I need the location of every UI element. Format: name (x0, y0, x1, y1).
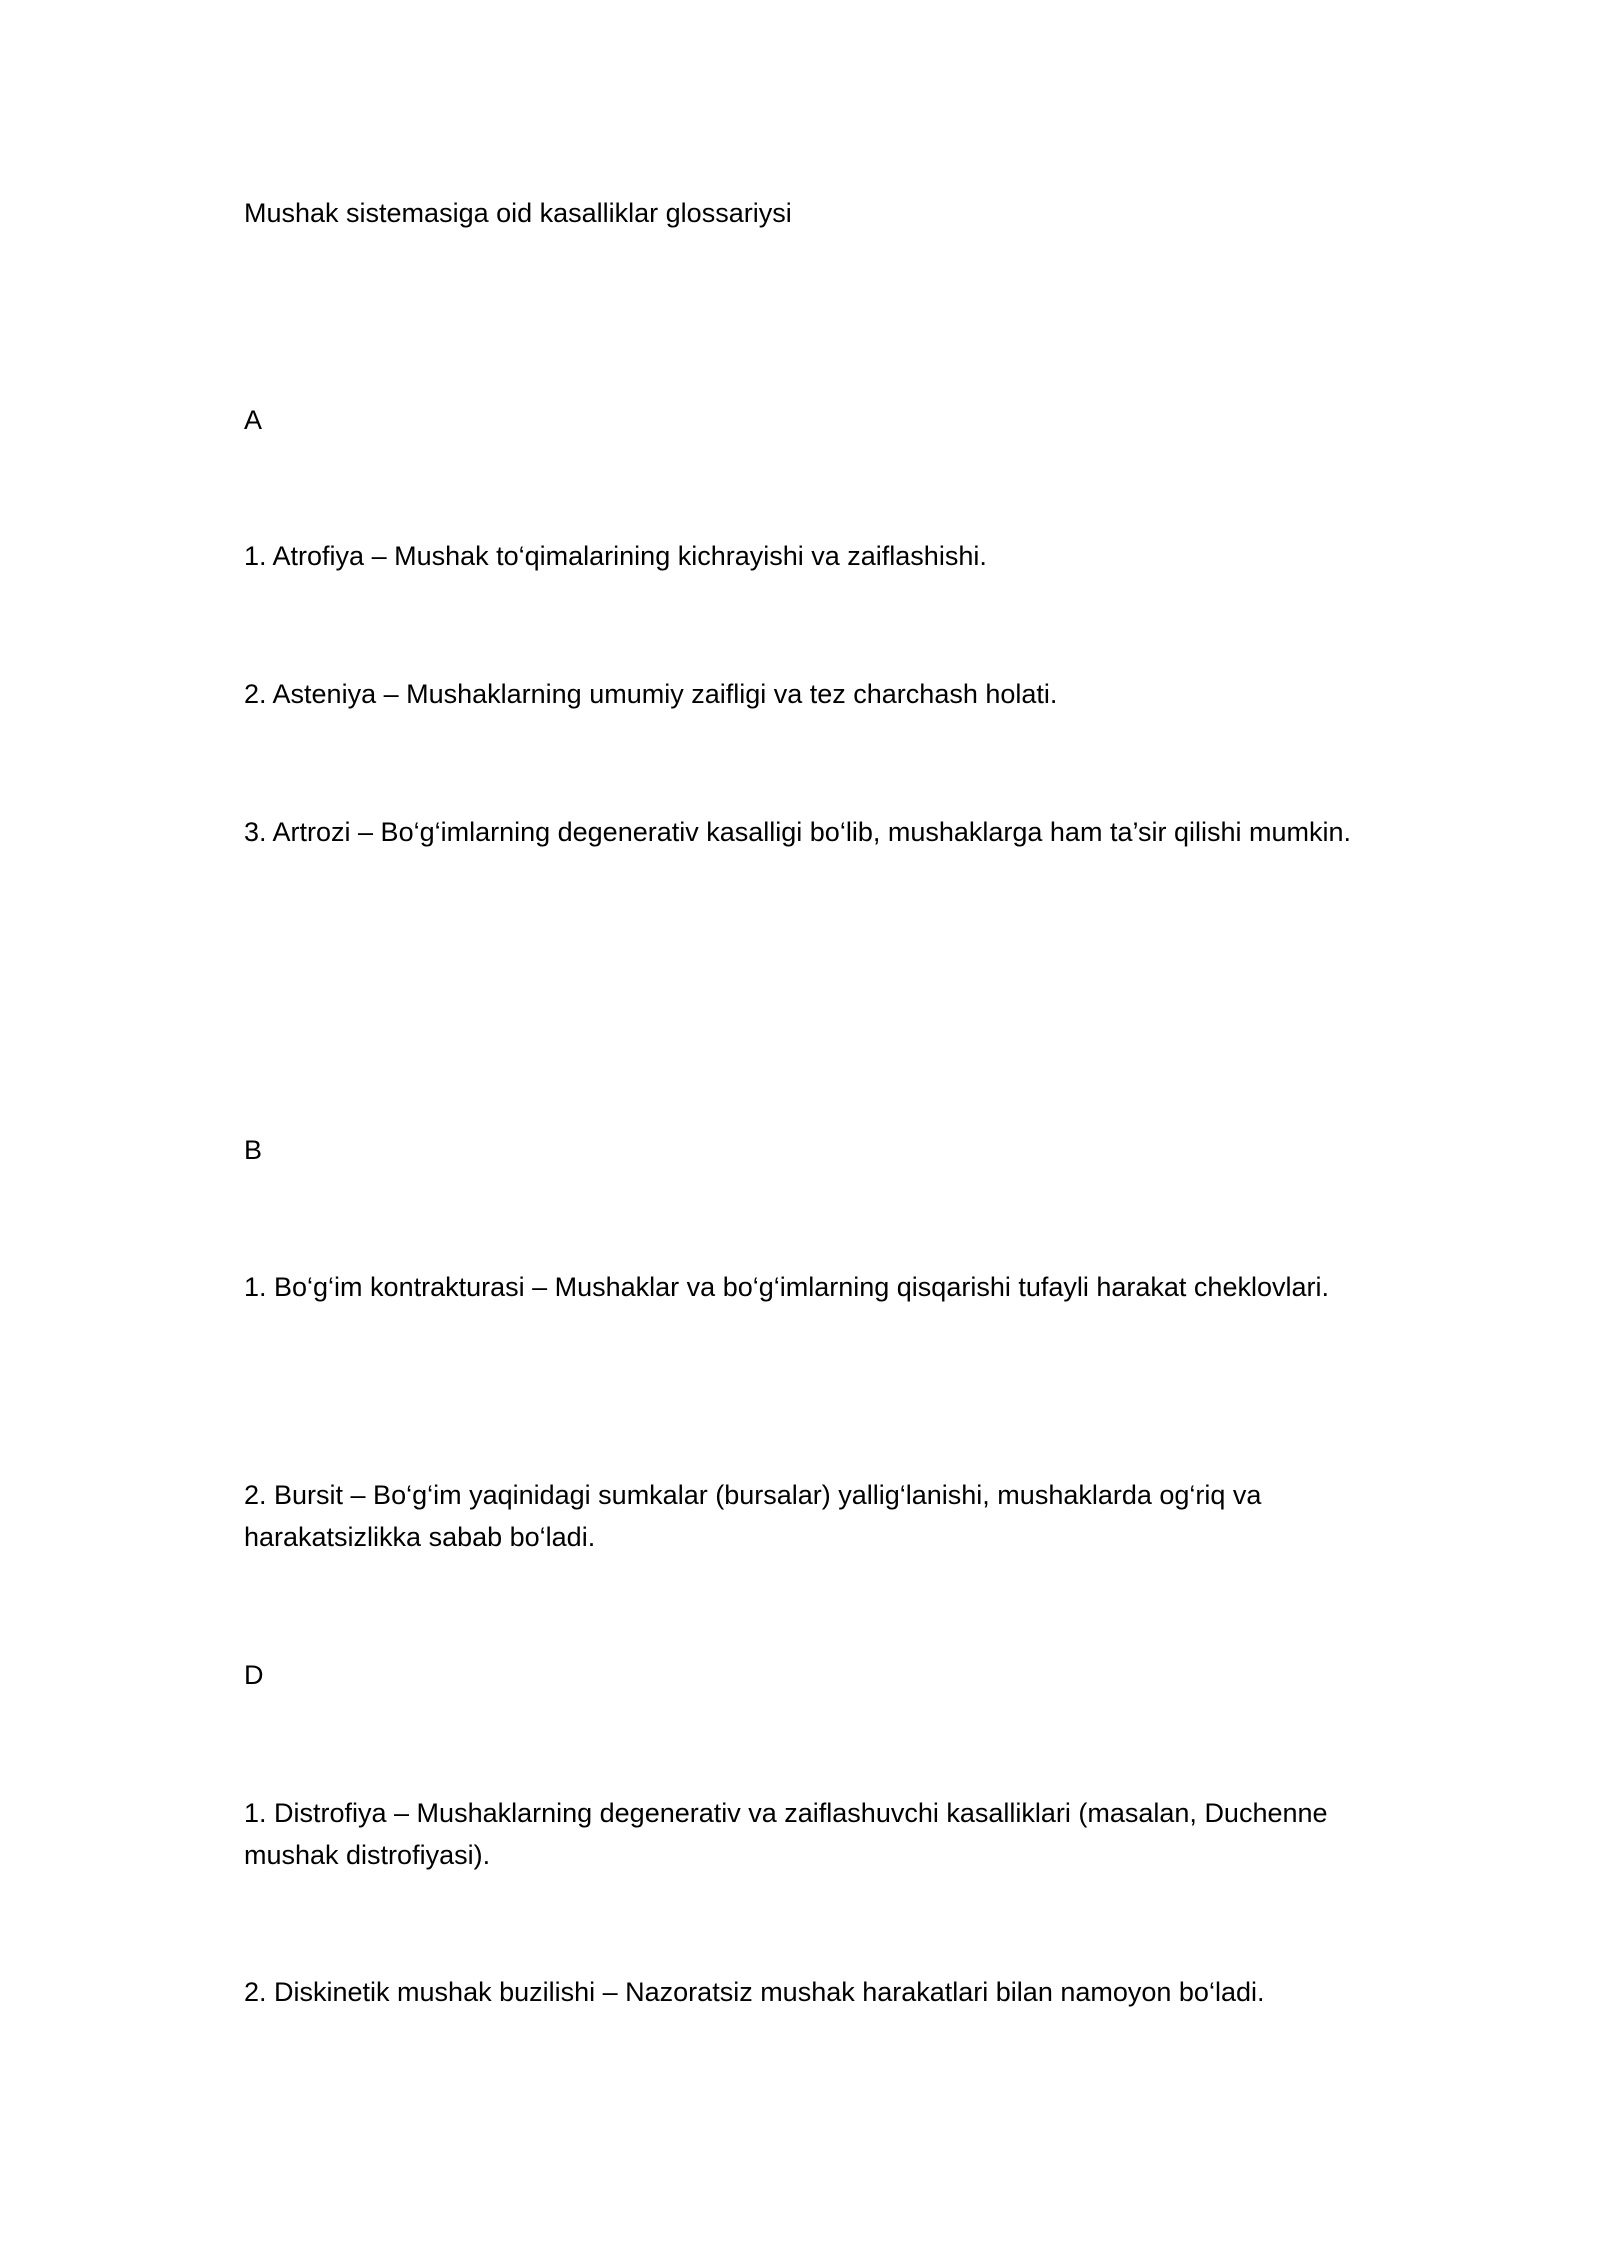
glossary-entry: 1. Atrofiya – Mushak to‘qimalarining kichrayishi va zaiflashishi. (244, 541, 987, 571)
glossary-entry: 3. Artrozi – Bo‘g‘imlarning degenerativ kasalligi bo‘lib, mushaklarga ham ta’sir qilishi mumkin. (244, 817, 1351, 847)
glossary-entry: 2. Asteniya – Mushaklarning umumiy zaifligi va tez charchash holati. (244, 679, 1058, 709)
document-title: Mushak sistemasiga oid kasalliklar glossariysi (244, 198, 792, 228)
glossary-entry: 2. Bursit – Bo‘g‘im yaqinidagi sumkalar (bursalar) yallig‘lanishi, mushaklarda og‘riq va harakatsizlikka sabab bo‘ladi. (244, 1480, 1262, 1552)
glossary-entry: 1. Distrofiya – Mushaklarning degenerativ va zaiflashuvchi kasalliklari (masalan, Duchenne mushak distrofiyasi). (244, 1798, 1328, 1870)
section-letter-d: D (244, 1660, 264, 1690)
section-letter-a: A (244, 405, 263, 435)
glossary-entry: 2. Diskinetik mushak buzilishi – Nazoratsiz mushak harakatlari bilan namoyon bo‘ladi. (244, 1977, 1265, 2007)
section-letter-b: B (244, 1135, 263, 1165)
glossary-entry: 1. Bo‘g‘im kontrakturasi – Mushaklar va bo‘g‘imlarning qisqarishi tufayli harakat cheklovlari. (244, 1272, 1329, 1302)
